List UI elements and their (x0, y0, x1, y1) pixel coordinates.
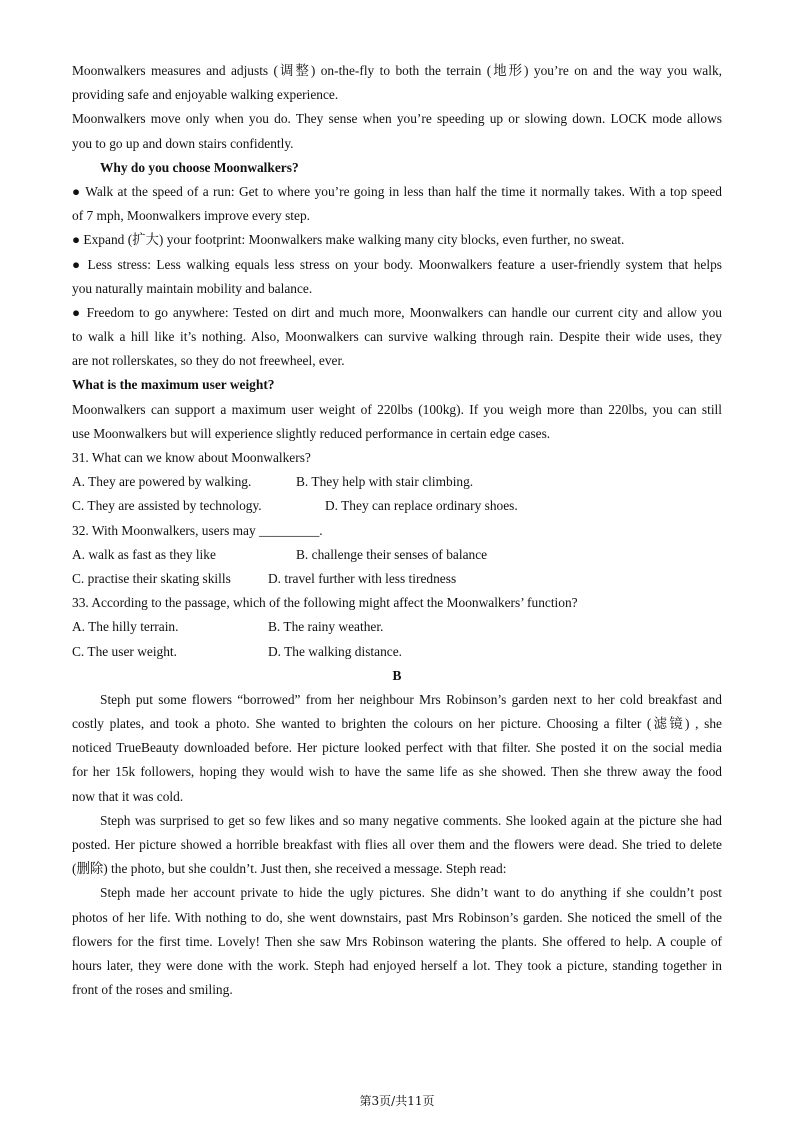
passage-a-p2-line: Moonwalkers move only when you do. They sense when you’re speeding up or slowing down. LOCK mode allows (72, 111, 722, 127)
option-d: D. They can replace ordinary shoes. (325, 498, 518, 514)
option-b: B. challenge their senses of balance (296, 546, 488, 562)
section-b-p2-line: (删除) the photo, but she couldn’t. Just then, she received a message. Steph read: (72, 861, 507, 877)
option-c: C. They are assisted by technology. (72, 498, 262, 514)
option-row (72, 494, 722, 518)
option-c: C. The user weight. (72, 643, 177, 659)
weight-line: Moonwalkers can support a maximum user weight of 220lbs (100kg). If you weigh more than 220lbs, you can still (72, 401, 722, 417)
section-b-p1-line: Steph put some flowers “borrowed” from her neighbour Mrs Robinson’s garden next to her cold breakfast and (100, 691, 722, 707)
bullet-line: to walk a hill like it’s nothing. Also, Moonwalkers can survive walking through rain. Despite their wide uses, they (72, 329, 722, 345)
section-b-p3-line: Steph made her account private to hide the ugly pictures. She didn’t want to do anything if she couldn’t post (100, 885, 722, 901)
document-body (72, 59, 722, 1002)
section-b-p3-line: flowers for the first time. Lovely! Then she saw Mrs Robinson watering the plants. She offered to help. A couple of (72, 933, 722, 949)
section-b-p2-line: posted. Her picture showed a horrible breakfast with flies all over them and the flowers were dead. She tried to delete (72, 837, 722, 852)
section-b-p3-line: front of the roses and smiling. (72, 982, 233, 998)
section-b-p1-line: now that it was cold. (72, 788, 184, 804)
question-stem-31: 31. What can we know about Moonwalkers? (72, 450, 311, 465)
page-footer (0, 1092, 794, 1109)
bullet-line: are not rollerskates, so they do not freewheel, ever. (72, 353, 345, 369)
option-a: A. The hilly terrain. (72, 619, 179, 635)
passage-a-p2-line: you to go up and down stairs confidently. (72, 135, 294, 151)
option-row (72, 567, 722, 591)
option-d: D. travel further with less tiredness (268, 570, 457, 586)
heading-why: Why do you choose Moonwalkers? (100, 159, 299, 175)
option-c: C. practise their skating skills (72, 570, 231, 586)
section-b-p1-line: noticed TrueBeauty downloaded before. Her picture looked perfect with that filter. She posted it on the social media (72, 740, 722, 756)
option-d: D. The walking distance. (268, 643, 402, 659)
option-a: A. They are powered by walking. (72, 474, 252, 490)
section-b-p3-line: photos of her life. With nothing to do, she went downstairs, past Mrs Robinson’s garden. She noticed the smell of the (72, 909, 722, 925)
heading-weight: What is the maximum user weight? (72, 377, 275, 393)
passage-a-p1-line: Moonwalkers measures and adjusts (调整) on-the-fly to both the terrain (地形) you’re on and the way you walk, (72, 63, 722, 78)
page-number: 第3页/共11页 (359, 1094, 435, 1108)
option-b: B. They help with stair climbing. (296, 474, 474, 490)
bullet-line: ● Expand (扩大) your footprint: Moonwalkers make walking many city blocks, even further, no sweat. (72, 232, 625, 248)
weight-line: use Moonwalkers but will experience slightly reduced performance in certain edge cases. (72, 425, 551, 441)
section-b-p3-line: hours later, they were done with the work. Steph had enjoyed herself a lot. They took a picture, standing together in (72, 957, 722, 973)
question-stem-33: 33. According to the passage, which of the following might affect the Moonwalkers’ function? (72, 595, 578, 611)
option-row (72, 615, 722, 639)
section-b-p1-line: for her 15k followers, hoping they would wish to have the same life as she showed. Then she threw away the food (72, 764, 722, 780)
section-b-label: B (392, 667, 402, 683)
option-a: A. walk as fast as they like (72, 546, 216, 562)
section-b-p1-line: costly plates, and took a photo. She wanted to brighten the colours on her picture. Choosing a filter (滤镜) , she (72, 716, 722, 732)
option-row (72, 543, 722, 567)
bullet-line: ● Freedom to go anywhere: Tested on dirt and much more, Moonwalkers can handle our current city and allow you (72, 304, 722, 320)
option-row (72, 640, 722, 664)
passage-a-p1-line: providing safe and enjoyable walking experience. (72, 87, 339, 103)
option-b: B. The rainy weather. (268, 619, 384, 635)
bullet-line: you naturally maintain mobility and balance. (72, 280, 313, 296)
question-stem-32: 32. With Moonwalkers, users may _________. (72, 522, 323, 538)
option-row (72, 470, 722, 494)
section-b-p2-line: Steph was surprised to get so few likes and so many negative comments. She looked again at the picture she had (100, 812, 722, 828)
bullet-line: of 7 mph, Moonwalkers improve every step. (72, 208, 311, 224)
bullet-line: ● Walk at the speed of a run: Get to where you’re going in less than half the time it normally takes. With a top speed (72, 183, 722, 199)
bullet-line: ● Less stress: Less walking equals less stress on your body. Moonwalkers feature a user-friendly system that helps (72, 256, 722, 272)
